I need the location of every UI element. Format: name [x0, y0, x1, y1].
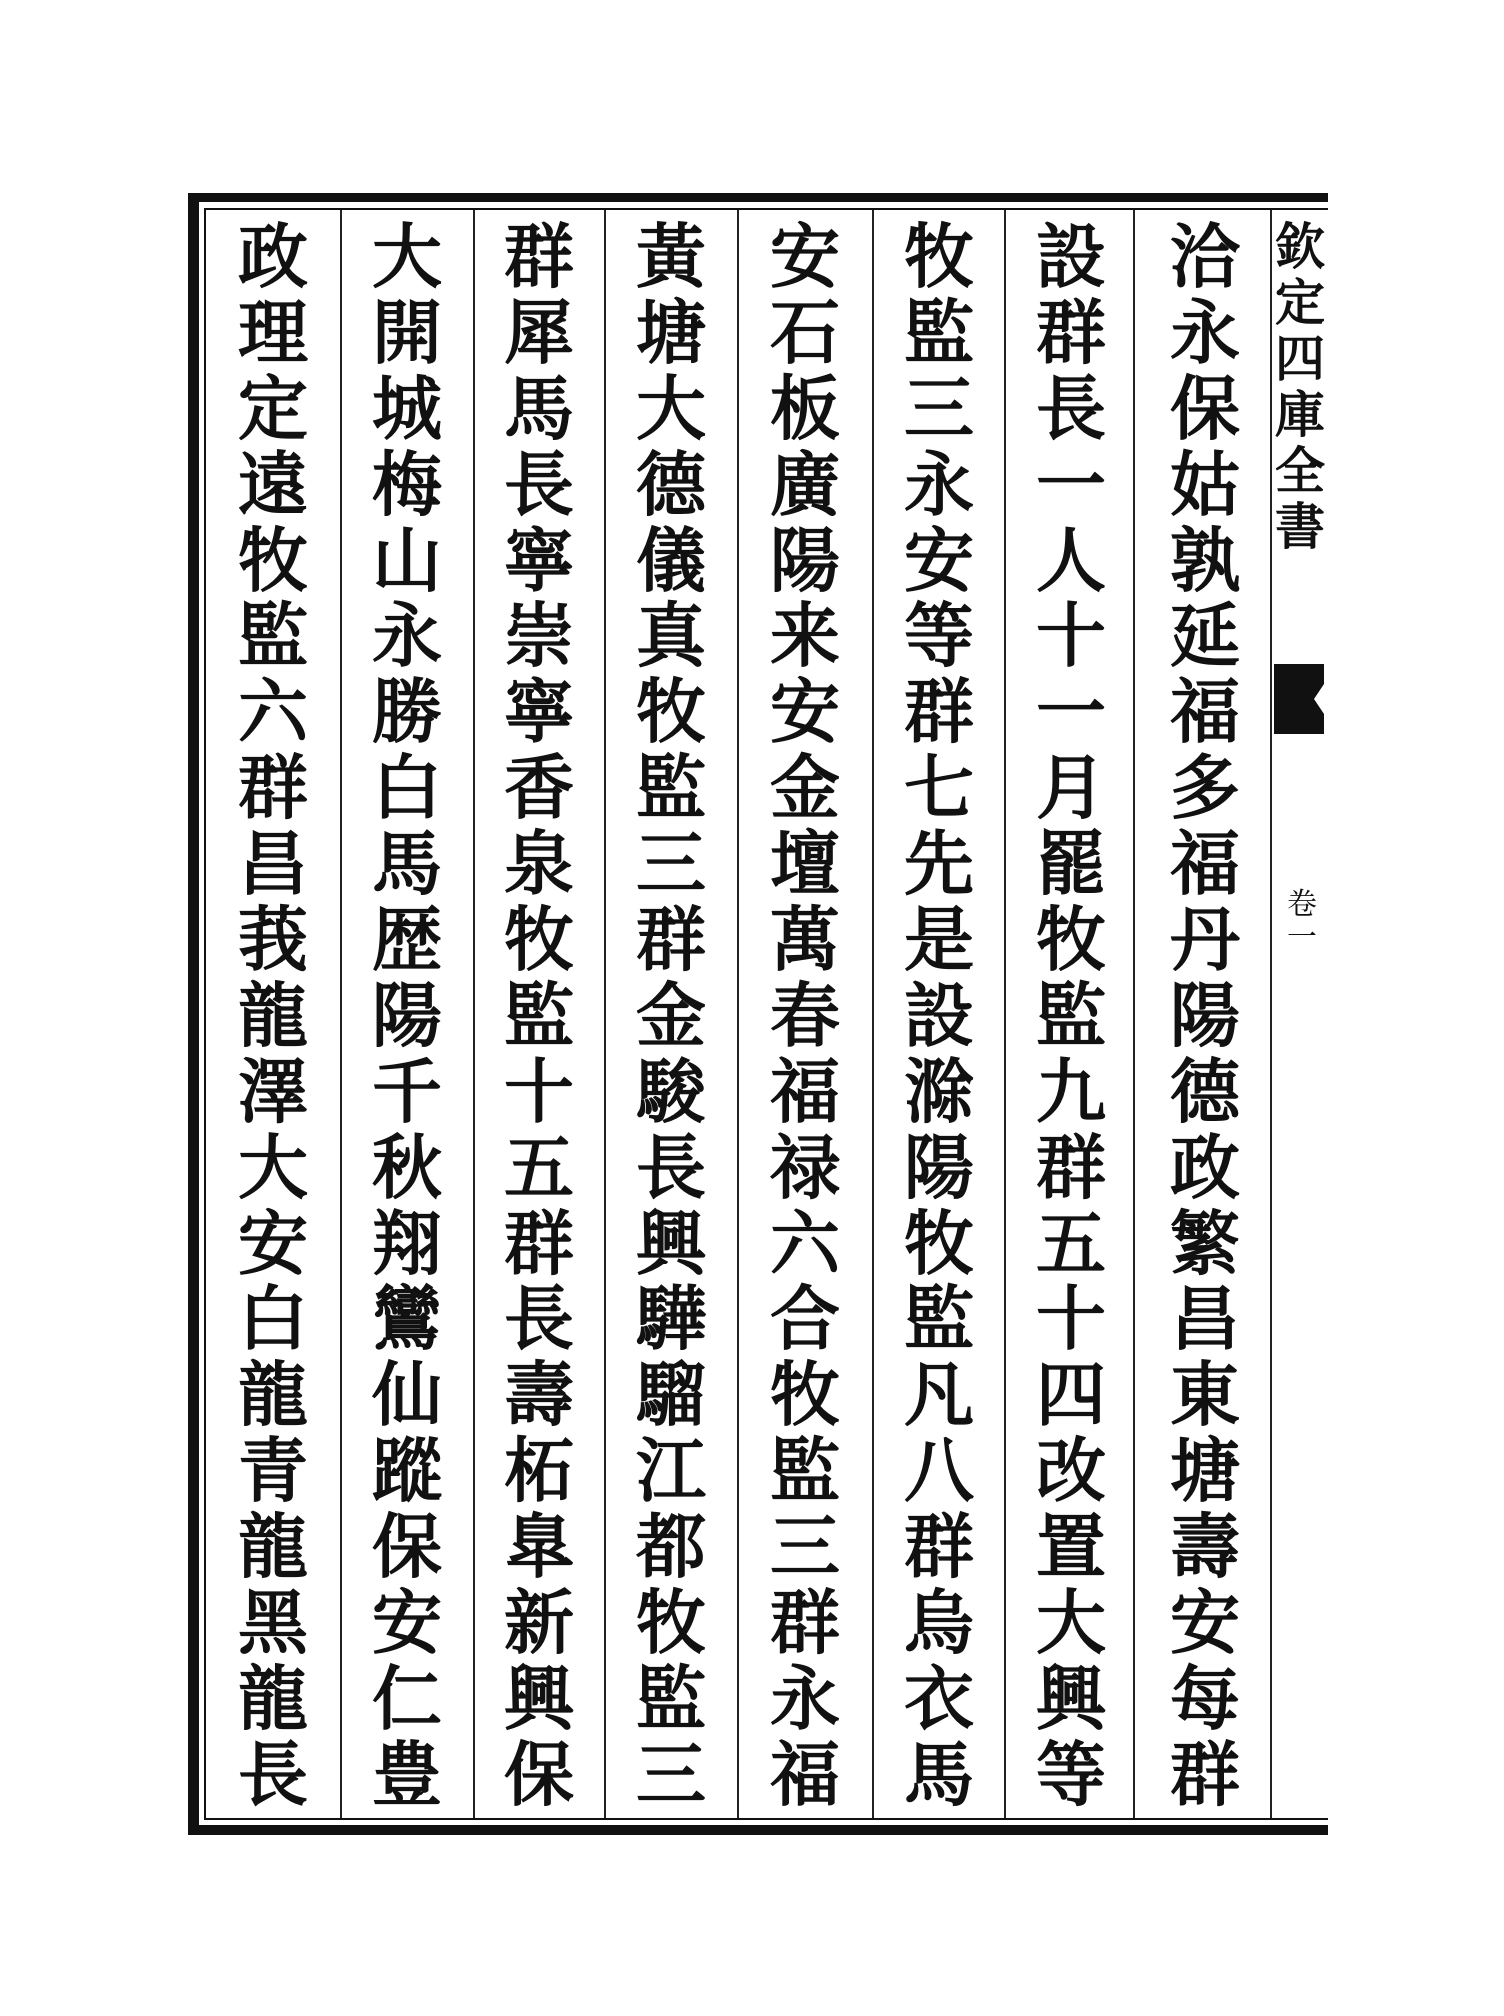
character: 長 [636, 1125, 706, 1209]
character: 牧 [1036, 898, 1106, 982]
column-rule [737, 210, 739, 1818]
character: 梅 [372, 442, 442, 526]
character: 五 [1036, 1201, 1106, 1285]
character: 長 [238, 1732, 308, 1816]
text-column-3 [890, 215, 988, 1816]
character: 安 [770, 670, 840, 754]
character: 群 [636, 898, 706, 982]
character: 廣 [770, 442, 840, 526]
character: 滁 [904, 1049, 974, 1133]
character: 德 [636, 442, 706, 526]
character: 牧 [904, 1201, 974, 1285]
character: 都 [636, 1505, 706, 1589]
character: 罷 [1036, 822, 1106, 906]
text-column-6 [490, 215, 588, 1816]
character: 置 [1036, 1505, 1106, 1589]
character: 蹤 [372, 1429, 442, 1513]
character: 壽 [1170, 1505, 1240, 1589]
column-rule [340, 210, 342, 1818]
character: 龍 [238, 1656, 308, 1740]
character: 凡 [904, 1353, 974, 1437]
character: 壇 [770, 822, 840, 906]
character: 遠 [238, 442, 308, 526]
character: 長 [1036, 366, 1106, 450]
character: 福 [1170, 822, 1240, 906]
character: 牧 [636, 1581, 706, 1665]
character: 仁 [372, 1656, 442, 1740]
character: 金 [770, 746, 840, 830]
character: 新 [504, 1581, 574, 1665]
character: 翔 [372, 1201, 442, 1285]
character: 安 [238, 1201, 308, 1285]
column-rule [1004, 210, 1006, 1818]
character: 塘 [1170, 1429, 1240, 1513]
character: 真 [636, 594, 706, 678]
character: 監 [636, 1656, 706, 1740]
character: 香 [504, 746, 574, 830]
character: 十 [1036, 1277, 1106, 1361]
character: 十 [504, 1049, 574, 1133]
character: 長 [504, 1277, 574, 1361]
character: 興 [636, 1201, 706, 1285]
character: 孰 [1170, 518, 1240, 602]
character: 牧 [504, 898, 574, 982]
column-rule [473, 210, 475, 1818]
character: 保 [1170, 366, 1240, 450]
character: 八 [904, 1429, 974, 1513]
character: 牧 [238, 518, 308, 602]
character: 安 [770, 215, 840, 298]
character: 柘 [504, 1429, 574, 1513]
character: 大 [238, 1125, 308, 1209]
character: 丹 [1170, 898, 1240, 982]
character: 九 [1036, 1049, 1106, 1133]
character: 来 [770, 594, 840, 678]
character: 群 [504, 215, 574, 298]
character: 寧 [504, 518, 574, 602]
title-character: 庫 [1275, 385, 1325, 444]
character: 豊 [372, 1732, 442, 1816]
character: 興 [1036, 1656, 1106, 1740]
character: 牧 [636, 670, 706, 754]
column-rule [604, 210, 606, 1818]
character: 萬 [770, 898, 840, 982]
title-character: 四 [1275, 329, 1325, 388]
character: 理 [238, 290, 308, 374]
character: 群 [904, 1505, 974, 1589]
character: 千 [372, 1049, 442, 1133]
character: 儀 [636, 518, 706, 602]
character: 石 [770, 290, 840, 374]
character: 一 [1036, 442, 1106, 526]
character: 一 [1036, 670, 1106, 754]
character: 馬 [904, 1732, 974, 1816]
character: 龍 [238, 973, 308, 1057]
character: 澤 [238, 1049, 308, 1133]
character: 永 [1170, 290, 1240, 374]
character: 三 [636, 822, 706, 906]
character: 群 [504, 1201, 574, 1285]
margin-chapter [1282, 888, 1322, 954]
character: 群 [1170, 1732, 1240, 1816]
character: 姑 [1170, 442, 1240, 526]
character: 長 [504, 442, 574, 526]
chapter-character: 卷 [1287, 887, 1317, 922]
text-column-4 [756, 215, 854, 1816]
character: 白 [238, 1277, 308, 1361]
column-rule [872, 210, 874, 1818]
character: 群 [904, 670, 974, 754]
character: 騮 [636, 1353, 706, 1437]
character: 延 [1170, 594, 1240, 678]
character: 寧 [504, 670, 574, 754]
character: 等 [1036, 1732, 1106, 1816]
title-character: 書 [1275, 497, 1325, 556]
character: 保 [504, 1732, 574, 1816]
character: 群 [238, 746, 308, 830]
text-column-8 [224, 215, 322, 1816]
character: 秋 [372, 1125, 442, 1209]
chapter-character: 一 [1287, 920, 1317, 955]
character: 監 [238, 594, 308, 678]
character: 春 [770, 973, 840, 1057]
text-column-7 [358, 215, 456, 1816]
character: 昌 [1170, 1277, 1240, 1361]
character: 監 [904, 290, 974, 374]
character: 青 [238, 1429, 308, 1513]
character: 監 [504, 973, 574, 1057]
character: 群 [770, 1581, 840, 1665]
character: 黑 [238, 1581, 308, 1665]
character: 安 [904, 518, 974, 602]
character: 是 [904, 898, 974, 982]
character: 驊 [636, 1277, 706, 1361]
character: 大 [636, 366, 706, 450]
character: 福 [1170, 670, 1240, 754]
text-column-1 [1156, 215, 1254, 1816]
character: 七 [904, 746, 974, 830]
character: 大 [372, 215, 442, 298]
character: 山 [372, 518, 442, 602]
character: 繁 [1170, 1201, 1240, 1285]
character: 十 [1036, 594, 1106, 678]
character: 三 [636, 1732, 706, 1816]
character: 群 [1036, 1125, 1106, 1209]
character: 烏 [904, 1581, 974, 1665]
character: 臯 [504, 1505, 574, 1589]
character: 設 [1036, 215, 1106, 298]
character: 監 [904, 1277, 974, 1361]
character: 板 [770, 366, 840, 450]
character: 莪 [238, 898, 308, 982]
character: 人 [1036, 518, 1106, 602]
character: 改 [1036, 1429, 1106, 1513]
text-column-5 [622, 215, 720, 1816]
character: 政 [1170, 1125, 1240, 1209]
character: 設 [904, 973, 974, 1057]
character: 每 [1170, 1656, 1240, 1740]
character: 馬 [504, 366, 574, 450]
character: 陽 [372, 973, 442, 1057]
character: 福 [770, 1049, 840, 1133]
character: 永 [372, 594, 442, 678]
character: 陽 [770, 518, 840, 602]
character: 六 [238, 670, 308, 754]
character: 多 [1170, 746, 1240, 830]
character: 白 [372, 746, 442, 830]
character: 安 [1170, 1581, 1240, 1665]
character: 監 [636, 746, 706, 830]
text-column-2 [1022, 215, 1120, 1816]
fishtail-mark [1274, 664, 1324, 734]
character: 犀 [504, 290, 574, 374]
character: 勝 [372, 670, 442, 754]
character: 金 [636, 973, 706, 1057]
title-character: 欽 [1275, 217, 1325, 276]
character: 開 [372, 290, 442, 374]
character: 禄 [770, 1125, 840, 1209]
character: 保 [372, 1505, 442, 1589]
margin-book-title [1272, 217, 1328, 556]
character: 歴 [372, 898, 442, 982]
character: 政 [238, 215, 308, 298]
character: 牧 [904, 215, 974, 298]
character: 定 [238, 366, 308, 450]
character: 陽 [1170, 973, 1240, 1057]
character: 等 [904, 594, 974, 678]
character: 監 [1036, 973, 1106, 1057]
character: 崇 [504, 594, 574, 678]
character: 東 [1170, 1353, 1240, 1437]
character: 江 [636, 1429, 706, 1513]
character: 德 [1170, 1049, 1240, 1133]
character: 泉 [504, 822, 574, 906]
character: 安 [372, 1581, 442, 1665]
character: 龍 [238, 1505, 308, 1589]
character: 興 [504, 1656, 574, 1740]
character: 五 [504, 1125, 574, 1209]
character: 鸞 [372, 1277, 442, 1361]
character: 仙 [372, 1353, 442, 1437]
character: 永 [904, 442, 974, 526]
character: 昌 [238, 822, 308, 906]
character: 監 [770, 1429, 840, 1513]
title-character: 定 [1275, 273, 1325, 332]
character: 福 [770, 1732, 840, 1816]
character: 黃 [636, 215, 706, 298]
character: 月 [1036, 746, 1106, 830]
character: 牧 [770, 1353, 840, 1437]
column-rule [1133, 210, 1135, 1818]
character: 三 [904, 366, 974, 450]
character: 龍 [238, 1353, 308, 1437]
character: 合 [770, 1277, 840, 1361]
character: 陽 [904, 1125, 974, 1209]
title-character: 全 [1275, 441, 1325, 500]
character: 洽 [1170, 215, 1240, 298]
character: 群 [1036, 290, 1106, 374]
character: 先 [904, 822, 974, 906]
character: 衣 [904, 1656, 974, 1740]
character: 大 [1036, 1581, 1106, 1665]
character: 永 [770, 1656, 840, 1740]
character: 馬 [372, 822, 442, 906]
character: 城 [372, 366, 442, 450]
character: 駿 [636, 1049, 706, 1133]
character: 四 [1036, 1353, 1106, 1437]
character: 壽 [504, 1353, 574, 1437]
character: 三 [770, 1505, 840, 1589]
character: 六 [770, 1201, 840, 1285]
character: 塘 [636, 290, 706, 374]
